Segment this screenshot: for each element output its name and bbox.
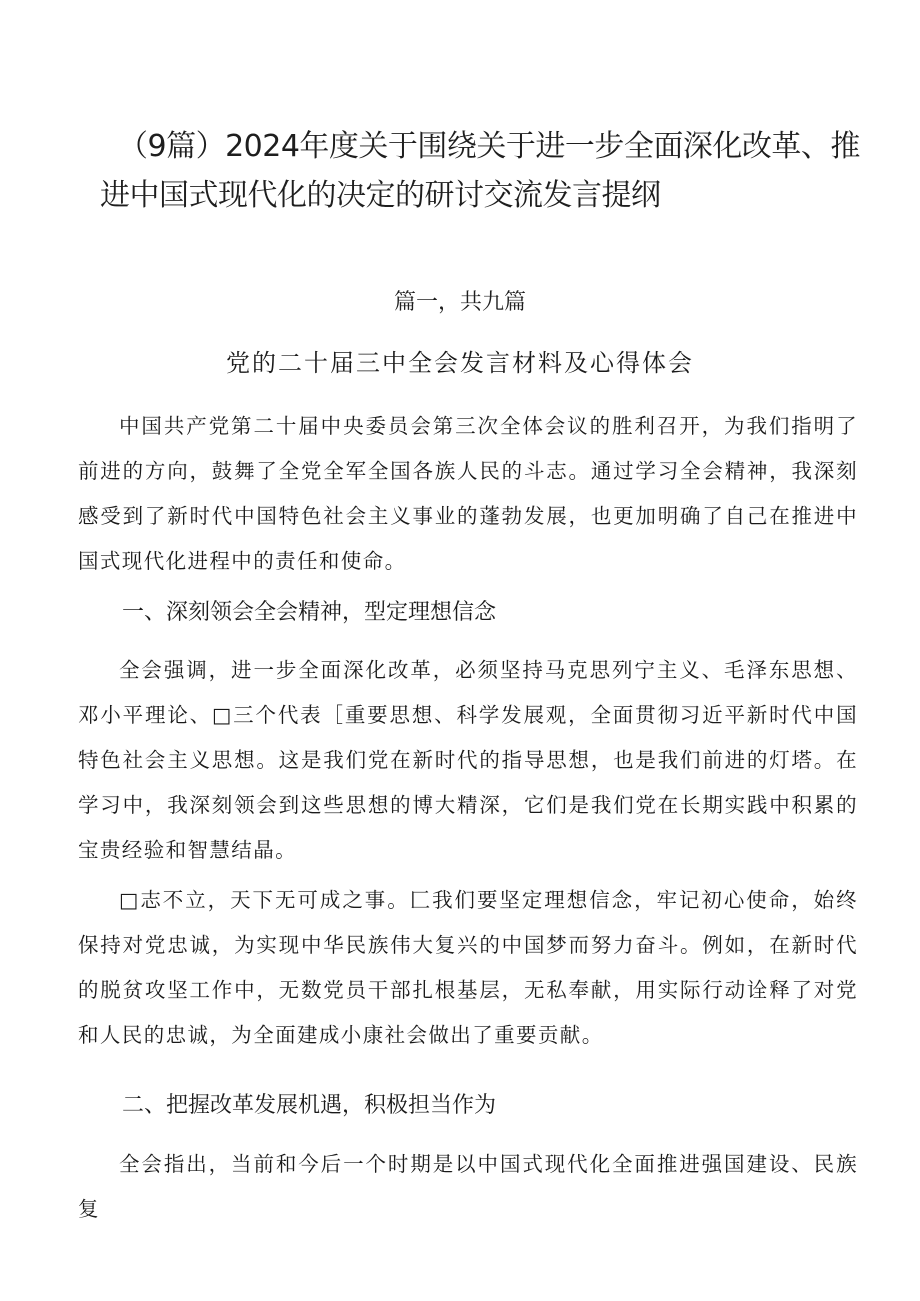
section-heading-1: 一、深刻领会全会精神，型定理想信念	[122, 600, 497, 625]
body-paragraph-ideals: □志不立，天下无可成之事。匚我们要坚定理想信念，牢记初心使命，始终保持对党忠诚，为实现中华民族伟大复兴的中国梦而努力奋斗。例如，在新时代的脱贫攻坚工作中，无数党员干部扎根基层，无私奉献，用实际行动诠释了对党和人民的忠诚，为全面建成小康社会做出了重要贡献。	[78, 888, 858, 1047]
body-paragraph-reform: 全会指出，当前和今后一个时期是以中国式现代化全面推进强国建设、民族复	[78, 1152, 858, 1221]
document-title	[100, 122, 860, 220]
document-title-line-2: 进中国式现代化的决定的研讨交流发言提纲	[100, 178, 661, 213]
article-title: 党的二十届三中全会发言材料及心得体会	[226, 349, 694, 377]
section-label: 篇一，共九篇	[393, 290, 526, 315]
body-paragraph-guiding-thought: 全会强调，进一步全面深化改革，必须坚持马克思列宁主义、毛泽东思想、邓小平理论、□三个代表［重要思想、科学发展观，全面贯彻习近平新时代中国特色社会主义思想。这是我们党在新时代的指导思想，也是我们前进的灯塔。在学习中，我深刻领会到这些思想的博大精深，它们是我们党在长期实践中积累的宝贵经验和智慧结晶。	[78, 658, 858, 862]
document-title-line-1: （9篇）2024年度关于围绕关于进一步全面深化改革、推	[118, 129, 860, 164]
section-heading-2: 二、把握改革发展机遇，积极担当作为	[122, 1093, 497, 1118]
body-paragraph-intro: 中国共产党第二十届中央委员会第三次全体会议的胜利召开，为我们指明了前进的方向，鼓舞了全党全军全国各族人民的斗志。通过学习全会精神，我深刻感受到了新时代中国特色社会主义事业的蓬勃发展，也更加明确了自己在推进中国式现代化进程中的责任和使命。	[78, 414, 858, 573]
